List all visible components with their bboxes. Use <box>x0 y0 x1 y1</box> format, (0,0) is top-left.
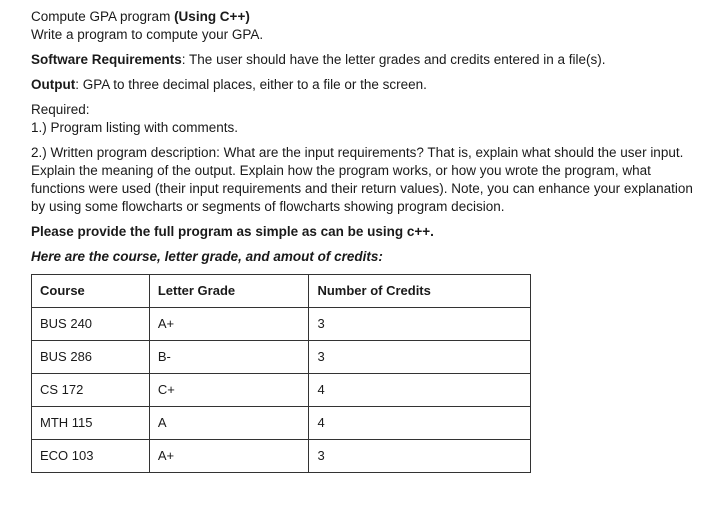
cell-course: MTH 115 <box>32 407 150 440</box>
software-requirements-label: Software Requirements <box>31 52 182 67</box>
note-block <box>31 223 701 241</box>
cell-grade: A <box>149 407 309 440</box>
title-language: (Using C++) <box>174 9 250 24</box>
table-row <box>32 308 531 341</box>
cell-grade: C+ <box>149 374 309 407</box>
header-credits: Number of Credits <box>309 275 531 308</box>
table-intro: Here are the course, letter grade, and amout of credits: <box>31 249 383 264</box>
output-label: Output <box>31 77 76 92</box>
cell-grade: A+ <box>149 440 309 473</box>
assignment-summary: Write a program to compute your GPA. <box>31 27 264 42</box>
cell-course: BUS 240 <box>32 308 150 341</box>
cell-credits: 3 <box>309 308 531 341</box>
output-text: : GPA to three decimal places, either to a file or the screen. <box>75 77 427 92</box>
table-row <box>32 341 531 374</box>
cell-grade: B- <box>149 341 309 374</box>
cell-credits: 3 <box>309 440 531 473</box>
cell-course: CS 172 <box>32 374 150 407</box>
document-body <box>31 8 701 473</box>
required-item-2-block <box>31 144 701 216</box>
software-requirements-text: : The user should have the letter grades and credits entered in a file(s). <box>181 52 606 67</box>
cell-course: BUS 286 <box>32 341 150 374</box>
grades-table <box>31 274 531 473</box>
intro-section <box>31 8 701 44</box>
required-item-2: 2.) Written program description: What are the input requirements? That is, explain what should the user input. Explain the meaning of the output. Explain how the program works, or how you wrote the program, what functions were used (their input requirements and their return values). Note, you can enhance your explanation by using some flowcharts or segments of flowcharts showing program decision. <box>31 145 693 214</box>
required-item-1: 1.) Program listing with comments. <box>31 120 239 135</box>
output-requirement <box>31 76 701 94</box>
required-section <box>31 101 701 137</box>
software-requirements <box>31 51 701 69</box>
cell-credits: 3 <box>309 341 531 374</box>
cell-course: ECO 103 <box>32 440 150 473</box>
table-row <box>32 440 531 473</box>
table-header-row <box>32 275 531 308</box>
title-prefix: Compute GPA program <box>31 9 175 24</box>
required-heading: Required: <box>31 102 90 117</box>
table-row <box>32 407 531 440</box>
note-bold: Please provide the full program as simple as can be using c++. <box>31 224 434 239</box>
header-letter-grade: Letter Grade <box>149 275 309 308</box>
cell-grade: A+ <box>149 308 309 341</box>
cell-credits: 4 <box>309 407 531 440</box>
header-course: Course <box>32 275 150 308</box>
assignment-title <box>31 8 701 26</box>
cell-credits: 4 <box>309 374 531 407</box>
table-row <box>32 374 531 407</box>
